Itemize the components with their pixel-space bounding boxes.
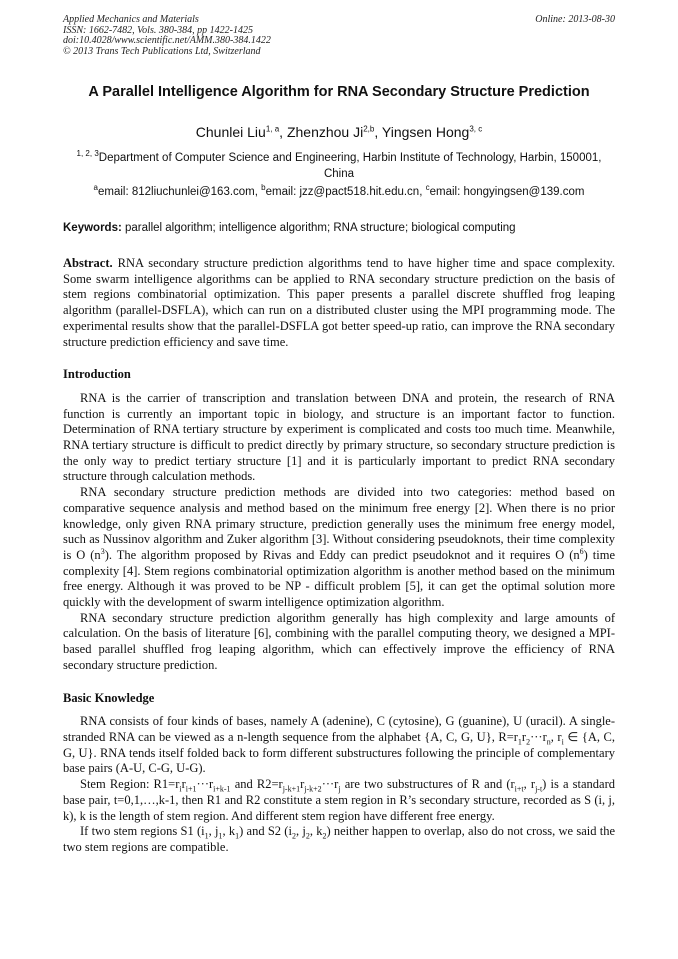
text-run: , j (295, 824, 306, 839)
section-heading-introduction: Introduction (63, 367, 131, 382)
text-run: If two stem regions S1 (i (80, 824, 205, 839)
author-name: Yingsen Hong (381, 124, 470, 140)
text-run: ···r (321, 777, 339, 792)
text-run: ) is a standard base pair, t=0,1,…,k-1, then R1 and R2 constitute a stem region in R’s secondary structure, recorded as S (i, j, k), k is the length of stem region. And different stem region have different free energy. (63, 777, 615, 823)
subscript: n (546, 737, 551, 747)
subscript: i+k-1 (213, 784, 231, 794)
subscript: 2 (526, 737, 531, 747)
email-c: email: hongyingsen@139.com (429, 186, 585, 198)
author-list: Chunlei Liu$^{1, a}$, Zhenzhou Ji$^{2,b}$, Yingsen Hong$^{3, c}$ (195, 124, 483, 140)
paragraph (63, 485, 615, 611)
subscript: j-t (535, 784, 543, 794)
subscript: 1 (517, 737, 522, 747)
author-affil-mark: 2,b (363, 124, 375, 134)
paper-body (63, 256, 615, 856)
text-run: , k (222, 824, 236, 839)
text-run: ) and S2 (i (239, 824, 292, 839)
author-affil-mark: 3, c (469, 124, 483, 134)
affiliation (63, 150, 615, 182)
text-run: ···r (196, 777, 214, 792)
subscript: i (179, 784, 182, 794)
email-list (63, 184, 615, 200)
subscript: i (561, 737, 564, 747)
text-run: , r (523, 777, 536, 792)
email-mark: b (261, 183, 266, 193)
text-run: ) neither happen to overlap, also do not cross, we said the two stem regions are compatible. (63, 824, 615, 854)
paragraph: RNA secondary structure prediction algorithm generally has high complexity and large amounts of calculation. On the basis of literature [6], combining with the parallel computing theory, we designed a MPI-based parallel shuffled frog leaping algorithm, which can effectively improve the efficiency of RNA secondary structure prediction. (63, 610, 615, 672)
text-run: and R2=r (230, 777, 283, 792)
paragraph: RNA is the carrier of transcription and translation between DNA and protein, the research of RNA function is currently an important topic in biology, and structure is an important factor to function. Determination of RNA tertiary structure by experiment is complicated and costs too much time. Meanwhile, RNA tertiary structure is difficult to predict directly by primary structure, so secondary structure prediction is the only way to predict tertiary structure [1] and it is particularly important to predict RNA secondary structure through calculation methods. (63, 390, 615, 484)
text-run: Stem Region: R1=r (80, 777, 180, 792)
journal-header (63, 15, 615, 57)
copyright-line: © 2013 Trans Tech Publications Ltd, Switzerland (63, 45, 261, 57)
journal-name: Applied Mechanics and Materials (63, 14, 199, 25)
text-run: , r (550, 729, 562, 744)
text-run: ) time complexity [4]. Stem regions combinatorial optimization algorithm is another method based on the minimum free energy. Although it was proved to be NP - difficult problem [5], it can get the optimal solution more quickly with the development of swarm intelligence optimization algorithm. (63, 547, 615, 610)
subscript: i+t (514, 784, 524, 794)
author-name: Chunlei Liu (195, 124, 266, 140)
subscript: 1 (218, 831, 223, 841)
subscript: i+1 (185, 784, 197, 794)
subscript: 1 (235, 831, 240, 841)
paper-title: A Parallel Intelligence Algorithm for RNA Secondary Structure Prediction (88, 84, 590, 100)
text-run: r (300, 777, 305, 792)
subscript: 2 (322, 831, 327, 841)
subscript: 2 (305, 831, 310, 841)
doi-line: doi:10.4028/www.scientific.net/AMM.380-384.1422 (63, 35, 271, 46)
subscript: 2 (291, 831, 296, 841)
text-run: ···r (530, 729, 547, 744)
email-mark: c (425, 183, 430, 193)
text-run: ∈ {A, C, G, U}. RNA tends itself folded back to form different substructures following the principle of complementary base pairs (A-U, C-G, U-G). (63, 729, 615, 776)
text-run: ). The algorithm proposed by Rivas and Eddy can predict pseudoknot and it requires O (n (104, 547, 580, 562)
paragraph (63, 824, 615, 855)
abstract-text: RNA secondary structure prediction algorithms tend to have higher time and space complexity. Some swarm intelligence algorithms can be applied to RNA secondary structure prediction on the basis of stem regions combinatorial optimization. This paper presents a parallel discrete shuffled frog leaping algorithm (parallel-DSFLA), which can run on a distributed cluster using the MPI programming mode. The experimental results show that the parallel-DSFLA got better speed-up ratio, can improve the RNA secondary structure prediction efficiency and save time. (63, 256, 615, 349)
keywords (63, 220, 615, 236)
issn-line: ISSN: 1662-7482, Vols. 380-384, pp 1422-1425 (63, 24, 253, 36)
text-run: RNA secondary structure prediction methods are divided into two categories: method based on comparative sequence analysis and method based on the minimum free energy [2]. When there is no prior knowledge, only given RNA primary structure, prediction generally uses the minimum free energy model, such as Nussinov algorithm and Zuker algorithm [3]. Without considering pseudoknots, their time complexity is O (n (63, 485, 615, 562)
text-run: RNA consists of four kinds of bases, namely A (adenine), C (cytosine), G (guanine), U (uracil). A single-stranded RNA can be viewed as a n-length sequence from the alphabet {A, C, G, U}, R=r (63, 714, 615, 744)
affiliation-text: Department of Computer Science and Engineering, Harbin Institute of Technology, Harbin, 150001, China (98, 152, 602, 180)
subscript: j-k+1 (282, 784, 301, 794)
author-name: Zhenzhou Ji (286, 124, 364, 140)
paragraph (63, 714, 615, 777)
abstract-label: Abstract. (63, 256, 113, 270)
email-b: email: jzz@pact518.hit.edu.cn, (265, 186, 426, 198)
keywords-label: Keywords: (63, 222, 122, 234)
subscript: j (338, 784, 341, 794)
exponent: 6 (579, 546, 584, 556)
paragraph (63, 777, 615, 824)
text-run: are two substructures of R and (r (340, 777, 515, 792)
section-heading-basic-knowledge: Basic Knowledge (63, 690, 155, 705)
subscript: 1 (204, 831, 209, 841)
text-run: , k (309, 824, 323, 839)
affil-mark: 1, 2, 3 (76, 149, 99, 159)
online-date: Online: 2013-08-30 (535, 14, 615, 25)
keywords-text: parallel algorithm; intelligence algorithm; RNA structure; biological computing (121, 222, 516, 234)
text-run: , j (208, 824, 219, 839)
subscript: j-k+2 (304, 784, 322, 794)
email-a: email: 812liuchunlei@163.com, (97, 186, 262, 198)
email-mark: a (93, 183, 98, 193)
author-affil-mark: 1, a (265, 124, 280, 134)
text-run: r (521, 729, 527, 744)
exponent: 3 (100, 546, 105, 556)
text-run: r (181, 777, 186, 792)
abstract (63, 256, 615, 350)
